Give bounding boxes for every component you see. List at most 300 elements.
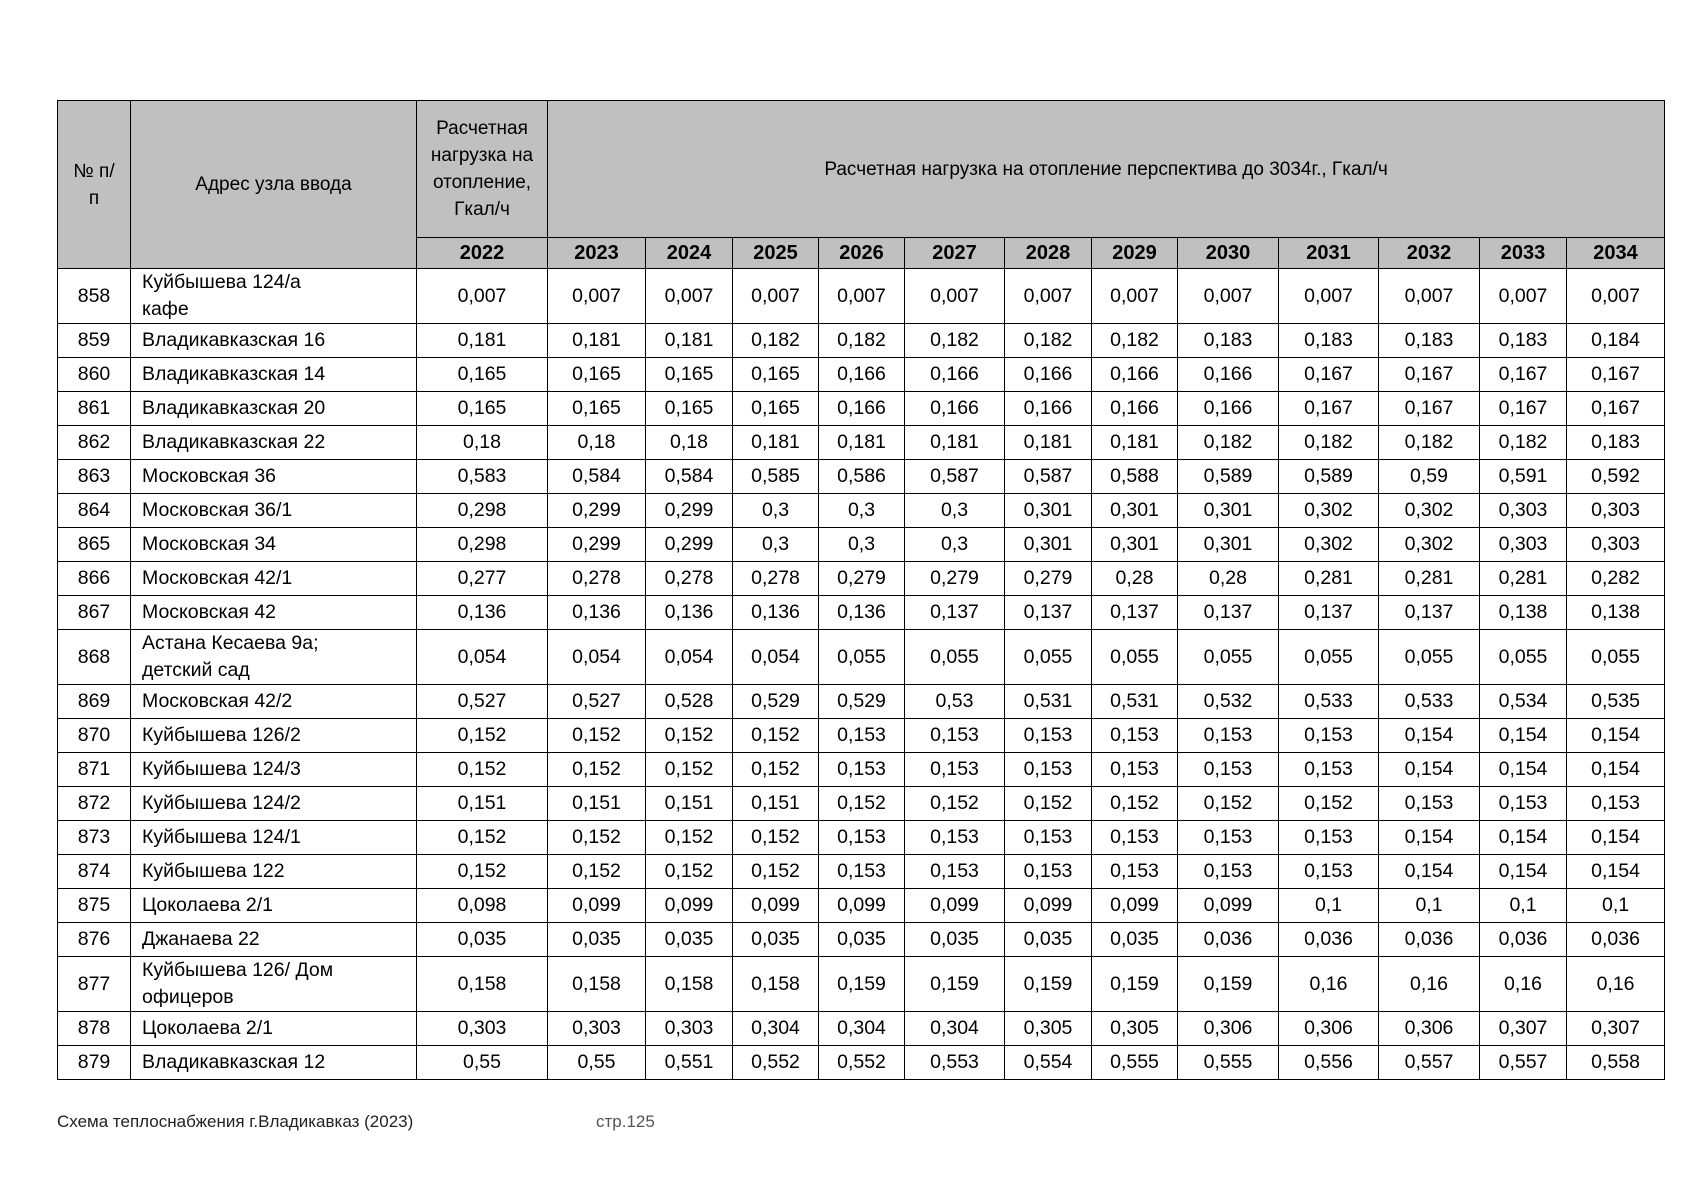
load-value-cell: 0,166 <box>1178 392 1279 426</box>
load-value-cell: 0,165 <box>733 392 819 426</box>
load-value-cell: 0,165 <box>646 392 733 426</box>
row-number: 878 <box>58 1012 131 1046</box>
load-value-cell: 0,159 <box>905 957 1005 1012</box>
load-value-cell: 0,3 <box>905 494 1005 528</box>
load-value-cell: 0,303 <box>646 1012 733 1046</box>
load-value-cell: 0,151 <box>733 787 819 821</box>
load-value-cell: 0,035 <box>905 923 1005 957</box>
footer-document-title: Схема теплоснабжения г.Владикавказ (2023) <box>57 1112 414 1131</box>
load-value-cell: 0,167 <box>1379 392 1480 426</box>
load-value-cell: 0,182 <box>905 324 1005 358</box>
table-row <box>58 324 1665 358</box>
row-number: 868 <box>58 630 131 685</box>
load-value-cell: 0,154 <box>1480 821 1567 855</box>
load-value-cell: 0,036 <box>1178 923 1279 957</box>
header-year-base: 2022 <box>417 238 548 269</box>
load-value-cell: 0,153 <box>1178 821 1279 855</box>
row-number: 866 <box>58 562 131 596</box>
load-value-cell: 0,152 <box>417 753 548 787</box>
load-value-cell: 0,299 <box>646 494 733 528</box>
load-value-cell: 0,307 <box>1567 1012 1665 1046</box>
load-value-cell: 0,303 <box>1567 528 1665 562</box>
table-row <box>58 787 1665 821</box>
load-value-cell: 0,153 <box>1005 719 1092 753</box>
row-address: Владикавказская 16 <box>131 324 417 358</box>
load-value-cell: 0,531 <box>1005 685 1092 719</box>
load-value-cell: 0,554 <box>1005 1046 1092 1080</box>
load-value-cell: 0,182 <box>1480 426 1567 460</box>
header-perspective-load: Расчетная нагрузка на отопление перспектива до 3034г., Гкал/ч <box>548 101 1665 238</box>
load-value-cell: 0,181 <box>733 426 819 460</box>
load-value-cell: 0,158 <box>548 957 646 1012</box>
load-value-cell: 0,152 <box>1178 787 1279 821</box>
load-value-cell: 0,055 <box>1092 630 1178 685</box>
load-value-cell: 0,137 <box>1005 596 1092 630</box>
load-value-cell: 0,181 <box>819 426 905 460</box>
load-value-cell: 0,154 <box>1480 753 1567 787</box>
load-value-cell: 0,099 <box>548 889 646 923</box>
load-value-cell: 0,556 <box>1279 1046 1379 1080</box>
load-value-cell: 0,182 <box>733 324 819 358</box>
load-value-cell: 0,181 <box>1005 426 1092 460</box>
load-value-cell: 0,152 <box>819 787 905 821</box>
load-value-cell: 0,055 <box>1379 630 1480 685</box>
load-value-cell: 0,298 <box>417 494 548 528</box>
row-address: Владикавказская 12 <box>131 1046 417 1080</box>
load-value-cell: 0,16 <box>1567 957 1665 1012</box>
load-value-cell: 0,055 <box>1005 630 1092 685</box>
row-address: Джанаева 22 <box>131 923 417 957</box>
load-value-cell: 0,007 <box>1005 269 1092 324</box>
load-value-cell: 0,3 <box>819 494 905 528</box>
load-value-cell: 0,159 <box>1178 957 1279 1012</box>
load-value-cell: 0,036 <box>1480 923 1567 957</box>
row-number: 876 <box>58 923 131 957</box>
load-value-cell: 0,586 <box>819 460 905 494</box>
load-value-cell: 0,166 <box>905 358 1005 392</box>
table-row <box>58 494 1665 528</box>
load-value-cell: 0,278 <box>548 562 646 596</box>
load-value-cell: 0,16 <box>1279 957 1379 1012</box>
load-value-cell: 0,152 <box>733 753 819 787</box>
table-row <box>58 426 1665 460</box>
load-value-cell: 0,304 <box>905 1012 1005 1046</box>
load-value-cell: 0,301 <box>1005 528 1092 562</box>
row-address: Московская 42 <box>131 596 417 630</box>
load-value-cell: 0,035 <box>819 923 905 957</box>
load-value-cell: 0,099 <box>1178 889 1279 923</box>
load-value-cell: 0,533 <box>1279 685 1379 719</box>
load-value-cell: 0,166 <box>1005 358 1092 392</box>
load-value-cell: 0,183 <box>1379 324 1480 358</box>
load-value-cell: 0,153 <box>1567 787 1665 821</box>
load-value-cell: 0,183 <box>1279 324 1379 358</box>
load-value-cell: 0,305 <box>1092 1012 1178 1046</box>
load-value-cell: 0,279 <box>1005 562 1092 596</box>
table-row <box>58 630 1665 685</box>
row-address: Куйбышева 124/3 <box>131 753 417 787</box>
row-address: Куйбышева 122 <box>131 855 417 889</box>
load-value-cell: 0,007 <box>1567 269 1665 324</box>
table-header <box>58 101 1665 269</box>
load-value-cell: 0,3 <box>905 528 1005 562</box>
row-address: Цоколаева 2/1 <box>131 889 417 923</box>
load-value-cell: 0,16 <box>1379 957 1480 1012</box>
header-year-2030: 2030 <box>1178 238 1279 269</box>
row-number: 879 <box>58 1046 131 1080</box>
load-value-cell: 0,153 <box>819 719 905 753</box>
load-value-cell: 0,099 <box>733 889 819 923</box>
load-value-cell: 0,28 <box>1092 562 1178 596</box>
load-value-cell: 0,592 <box>1567 460 1665 494</box>
load-value-cell: 0,152 <box>1092 787 1178 821</box>
load-value-cell: 0,301 <box>1178 494 1279 528</box>
load-value-cell: 0,154 <box>1379 753 1480 787</box>
load-value-cell: 0,152 <box>417 719 548 753</box>
load-value-cell: 0,281 <box>1480 562 1567 596</box>
row-address: Московская 36 <box>131 460 417 494</box>
load-value-cell: 0,154 <box>1567 821 1665 855</box>
load-value-cell: 0,303 <box>1567 494 1665 528</box>
load-value-cell: 0,532 <box>1178 685 1279 719</box>
load-value-cell: 0,306 <box>1178 1012 1279 1046</box>
row-number: 858 <box>58 269 131 324</box>
row-number: 871 <box>58 753 131 787</box>
load-value-cell: 0,154 <box>1567 855 1665 889</box>
load-value-cell: 0,159 <box>1005 957 1092 1012</box>
load-value-cell: 0,3 <box>819 528 905 562</box>
row-number: 875 <box>58 889 131 923</box>
load-value-cell: 0,303 <box>1480 494 1567 528</box>
row-number: 867 <box>58 596 131 630</box>
load-value-cell: 0,591 <box>1480 460 1567 494</box>
row-address: Московская 42/1 <box>131 562 417 596</box>
load-value-cell: 0,152 <box>1005 787 1092 821</box>
load-value-cell: 0,007 <box>1480 269 1567 324</box>
load-value-cell: 0,137 <box>1279 596 1379 630</box>
table-row <box>58 719 1665 753</box>
load-value-cell: 0,153 <box>1005 821 1092 855</box>
load-value-cell: 0,167 <box>1279 392 1379 426</box>
load-value-cell: 0,153 <box>1092 855 1178 889</box>
load-value-cell: 0,1 <box>1567 889 1665 923</box>
table-row <box>58 528 1665 562</box>
load-value-cell: 0,302 <box>1279 528 1379 562</box>
load-value-cell: 0,055 <box>1279 630 1379 685</box>
load-value-cell: 0,007 <box>1178 269 1279 324</box>
load-value-cell: 0,181 <box>646 324 733 358</box>
load-value-cell: 0,277 <box>417 562 548 596</box>
load-value-cell: 0,153 <box>905 753 1005 787</box>
load-value-cell: 0,166 <box>1092 358 1178 392</box>
load-value-cell: 0,167 <box>1379 358 1480 392</box>
load-value-cell: 0,035 <box>1092 923 1178 957</box>
load-value-cell: 0,159 <box>819 957 905 1012</box>
table-row <box>58 358 1665 392</box>
load-value-cell: 0,183 <box>1480 324 1567 358</box>
load-value-cell: 0,555 <box>1178 1046 1279 1080</box>
load-value-cell: 0,158 <box>417 957 548 1012</box>
load-value-cell: 0,035 <box>646 923 733 957</box>
load-value-cell: 0,153 <box>1092 821 1178 855</box>
load-value-cell: 0,166 <box>1092 392 1178 426</box>
load-value-cell: 0,167 <box>1567 358 1665 392</box>
table-row <box>58 821 1665 855</box>
load-value-cell: 0,167 <box>1480 358 1567 392</box>
load-value-cell: 0,151 <box>646 787 733 821</box>
load-value-cell: 0,152 <box>733 719 819 753</box>
table-row <box>58 1046 1665 1080</box>
load-value-cell: 0,007 <box>905 269 1005 324</box>
load-value-cell: 0,153 <box>819 855 905 889</box>
header-year-2029: 2029 <box>1092 238 1178 269</box>
load-value-cell: 0,138 <box>1567 596 1665 630</box>
table-row <box>58 855 1665 889</box>
load-value-cell: 0,527 <box>548 685 646 719</box>
load-value-cell: 0,098 <box>417 889 548 923</box>
header-year-2023: 2023 <box>548 238 646 269</box>
load-value-cell: 0,528 <box>646 685 733 719</box>
load-value-cell: 0,555 <box>1092 1046 1178 1080</box>
load-value-cell: 0,182 <box>1092 324 1178 358</box>
load-value-cell: 0,152 <box>646 753 733 787</box>
load-value-cell: 0,167 <box>1480 392 1567 426</box>
load-value-cell: 0,007 <box>1092 269 1178 324</box>
load-value-cell: 0,588 <box>1092 460 1178 494</box>
load-value-cell: 0,55 <box>548 1046 646 1080</box>
load-value-cell: 0,055 <box>1480 630 1567 685</box>
load-value-cell: 0,165 <box>417 358 548 392</box>
load-value-cell: 0,303 <box>417 1012 548 1046</box>
load-value-cell: 0,278 <box>646 562 733 596</box>
load-value-cell: 0,302 <box>1379 528 1480 562</box>
table-row <box>58 753 1665 787</box>
load-value-cell: 0,3 <box>733 494 819 528</box>
load-value-cell: 0,152 <box>646 855 733 889</box>
load-value-cell: 0,137 <box>1092 596 1178 630</box>
load-value-cell: 0,301 <box>1092 494 1178 528</box>
load-value-cell: 0,301 <box>1005 494 1092 528</box>
row-address: Московская 42/2 <box>131 685 417 719</box>
load-value-cell: 0,099 <box>819 889 905 923</box>
load-value-cell: 0,055 <box>1178 630 1279 685</box>
load-value-cell: 0,152 <box>548 821 646 855</box>
load-value-cell: 0,583 <box>417 460 548 494</box>
load-value-cell: 0,278 <box>733 562 819 596</box>
load-value-cell: 0,307 <box>1480 1012 1567 1046</box>
table-row <box>58 889 1665 923</box>
row-number: 869 <box>58 685 131 719</box>
heat-load-table <box>57 100 1665 1080</box>
load-value-cell: 0,527 <box>417 685 548 719</box>
load-value-cell: 0,153 <box>905 719 1005 753</box>
load-value-cell: 0,055 <box>819 630 905 685</box>
load-value-cell: 0,16 <box>1480 957 1567 1012</box>
row-address: Астана Кесаева 9а; детский сад <box>131 630 417 685</box>
load-value-cell: 0,152 <box>905 787 1005 821</box>
load-value-cell: 0,165 <box>646 358 733 392</box>
load-value-cell: 0,166 <box>1178 358 1279 392</box>
load-value-cell: 0,007 <box>646 269 733 324</box>
row-address: Владикавказская 20 <box>131 392 417 426</box>
load-value-cell: 0,099 <box>646 889 733 923</box>
load-value-cell: 0,585 <box>733 460 819 494</box>
load-value-cell: 0,137 <box>1178 596 1279 630</box>
load-value-cell: 0,153 <box>1279 821 1379 855</box>
load-value-cell: 0,136 <box>819 596 905 630</box>
row-number: 865 <box>58 528 131 562</box>
load-value-cell: 0,304 <box>733 1012 819 1046</box>
load-value-cell: 0,036 <box>1279 923 1379 957</box>
load-value-cell: 0,159 <box>1092 957 1178 1012</box>
load-value-cell: 0,299 <box>548 528 646 562</box>
load-value-cell: 0,153 <box>1005 753 1092 787</box>
load-value-cell: 0,153 <box>1279 753 1379 787</box>
load-value-cell: 0,584 <box>646 460 733 494</box>
header-year-2027: 2027 <box>905 238 1005 269</box>
load-value-cell: 0,531 <box>1092 685 1178 719</box>
header-year-2033: 2033 <box>1480 238 1567 269</box>
load-value-cell: 0,18 <box>646 426 733 460</box>
load-value-cell: 0,279 <box>905 562 1005 596</box>
load-value-cell: 0,007 <box>1379 269 1480 324</box>
load-value-cell: 0,28 <box>1178 562 1279 596</box>
row-address: Владикавказская 22 <box>131 426 417 460</box>
table-row <box>58 596 1665 630</box>
row-number: 861 <box>58 392 131 426</box>
load-value-cell: 0,535 <box>1567 685 1665 719</box>
row-address: Куйбышева 126/ Дом офицеров <box>131 957 417 1012</box>
load-value-cell: 0,306 <box>1279 1012 1379 1046</box>
header-year-2034: 2034 <box>1567 238 1665 269</box>
load-value-cell: 0,184 <box>1567 324 1665 358</box>
load-value-cell: 0,299 <box>548 494 646 528</box>
row-address: Куйбышева 126/2 <box>131 719 417 753</box>
heat-load-table-page <box>57 100 1663 1080</box>
load-value-cell: 0,1 <box>1379 889 1480 923</box>
load-value-cell: 0,165 <box>548 358 646 392</box>
load-value-cell: 0,136 <box>733 596 819 630</box>
load-value-cell: 0,552 <box>819 1046 905 1080</box>
load-value-cell: 0,152 <box>646 821 733 855</box>
load-value-cell: 0,281 <box>1279 562 1379 596</box>
load-value-cell: 0,166 <box>819 358 905 392</box>
load-value-cell: 0,036 <box>1567 923 1665 957</box>
load-value-cell: 0,152 <box>548 855 646 889</box>
row-address: Куйбышева 124/а кафе <box>131 269 417 324</box>
load-value-cell: 0,055 <box>905 630 1005 685</box>
load-value-cell: 0,153 <box>1379 787 1480 821</box>
load-value-cell: 0,182 <box>819 324 905 358</box>
load-value-cell: 0,035 <box>1005 923 1092 957</box>
header-address: Адрес узла ввода <box>131 101 417 269</box>
load-value-cell: 0,529 <box>819 685 905 719</box>
load-value-cell: 0,153 <box>1480 787 1567 821</box>
load-value-cell: 0,166 <box>1005 392 1092 426</box>
load-value-cell: 0,138 <box>1480 596 1567 630</box>
load-value-cell: 0,301 <box>1178 528 1279 562</box>
load-value-cell: 0,007 <box>733 269 819 324</box>
load-value-cell: 0,154 <box>1379 855 1480 889</box>
load-value-cell: 0,589 <box>1178 460 1279 494</box>
load-value-cell: 0,136 <box>417 596 548 630</box>
load-value-cell: 0,036 <box>1379 923 1480 957</box>
load-value-cell: 0,152 <box>1279 787 1379 821</box>
load-value-cell: 0,007 <box>819 269 905 324</box>
load-value-cell: 0,153 <box>1178 753 1279 787</box>
load-value-cell: 0,153 <box>905 821 1005 855</box>
header-year-2032: 2032 <box>1379 238 1480 269</box>
row-address: Цоколаева 2/1 <box>131 1012 417 1046</box>
load-value-cell: 0,181 <box>905 426 1005 460</box>
load-value-cell: 0,167 <box>1279 358 1379 392</box>
row-address: Московская 34 <box>131 528 417 562</box>
load-value-cell: 0,182 <box>1379 426 1480 460</box>
load-value-cell: 0,153 <box>905 855 1005 889</box>
load-value-cell: 0,587 <box>905 460 1005 494</box>
load-value-cell: 0,558 <box>1567 1046 1665 1080</box>
row-number: 864 <box>58 494 131 528</box>
load-value-cell: 0,154 <box>1480 855 1567 889</box>
header-year-2031: 2031 <box>1279 238 1379 269</box>
header-year-2024: 2024 <box>646 238 733 269</box>
load-value-cell: 0,303 <box>548 1012 646 1046</box>
row-number: 870 <box>58 719 131 753</box>
load-value-cell: 0,035 <box>733 923 819 957</box>
row-number: 862 <box>58 426 131 460</box>
load-value-cell: 0,154 <box>1480 719 1567 753</box>
load-value-cell: 0,55 <box>417 1046 548 1080</box>
load-value-cell: 0,158 <box>646 957 733 1012</box>
load-value-cell: 0,534 <box>1480 685 1567 719</box>
table-row <box>58 392 1665 426</box>
table-body <box>58 269 1665 1080</box>
load-value-cell: 0,054 <box>733 630 819 685</box>
load-value-cell: 0,054 <box>548 630 646 685</box>
load-value-cell: 0,182 <box>1279 426 1379 460</box>
load-value-cell: 0,152 <box>733 821 819 855</box>
load-value-cell: 0,099 <box>1005 889 1092 923</box>
load-value-cell: 0,152 <box>548 753 646 787</box>
footer-page-number: стр.125 <box>596 1112 655 1131</box>
load-value-cell: 0,181 <box>548 324 646 358</box>
load-value-cell: 0,099 <box>905 889 1005 923</box>
load-value-cell: 0,153 <box>1178 855 1279 889</box>
header-year-2026: 2026 <box>819 238 905 269</box>
load-value-cell: 0,158 <box>733 957 819 1012</box>
load-value-cell: 0,584 <box>548 460 646 494</box>
load-value-cell: 0,153 <box>1005 855 1092 889</box>
load-value-cell: 0,152 <box>733 855 819 889</box>
load-value-cell: 0,055 <box>1567 630 1665 685</box>
load-value-cell: 0,587 <box>1005 460 1092 494</box>
load-value-cell: 0,533 <box>1379 685 1480 719</box>
load-value-cell: 0,007 <box>417 269 548 324</box>
load-value-cell: 0,529 <box>733 685 819 719</box>
load-value-cell: 0,166 <box>819 392 905 426</box>
load-value-cell: 0,154 <box>1567 753 1665 787</box>
load-value-cell: 0,136 <box>548 596 646 630</box>
load-value-cell: 0,165 <box>548 392 646 426</box>
row-number: 859 <box>58 324 131 358</box>
load-value-cell: 0,154 <box>1379 719 1480 753</box>
load-value-cell: 0,152 <box>548 719 646 753</box>
load-value-cell: 0,304 <box>819 1012 905 1046</box>
header-year-2028: 2028 <box>1005 238 1092 269</box>
row-address: Московская 36/1 <box>131 494 417 528</box>
load-value-cell: 0,153 <box>1092 753 1178 787</box>
load-value-cell: 0,181 <box>1092 426 1178 460</box>
